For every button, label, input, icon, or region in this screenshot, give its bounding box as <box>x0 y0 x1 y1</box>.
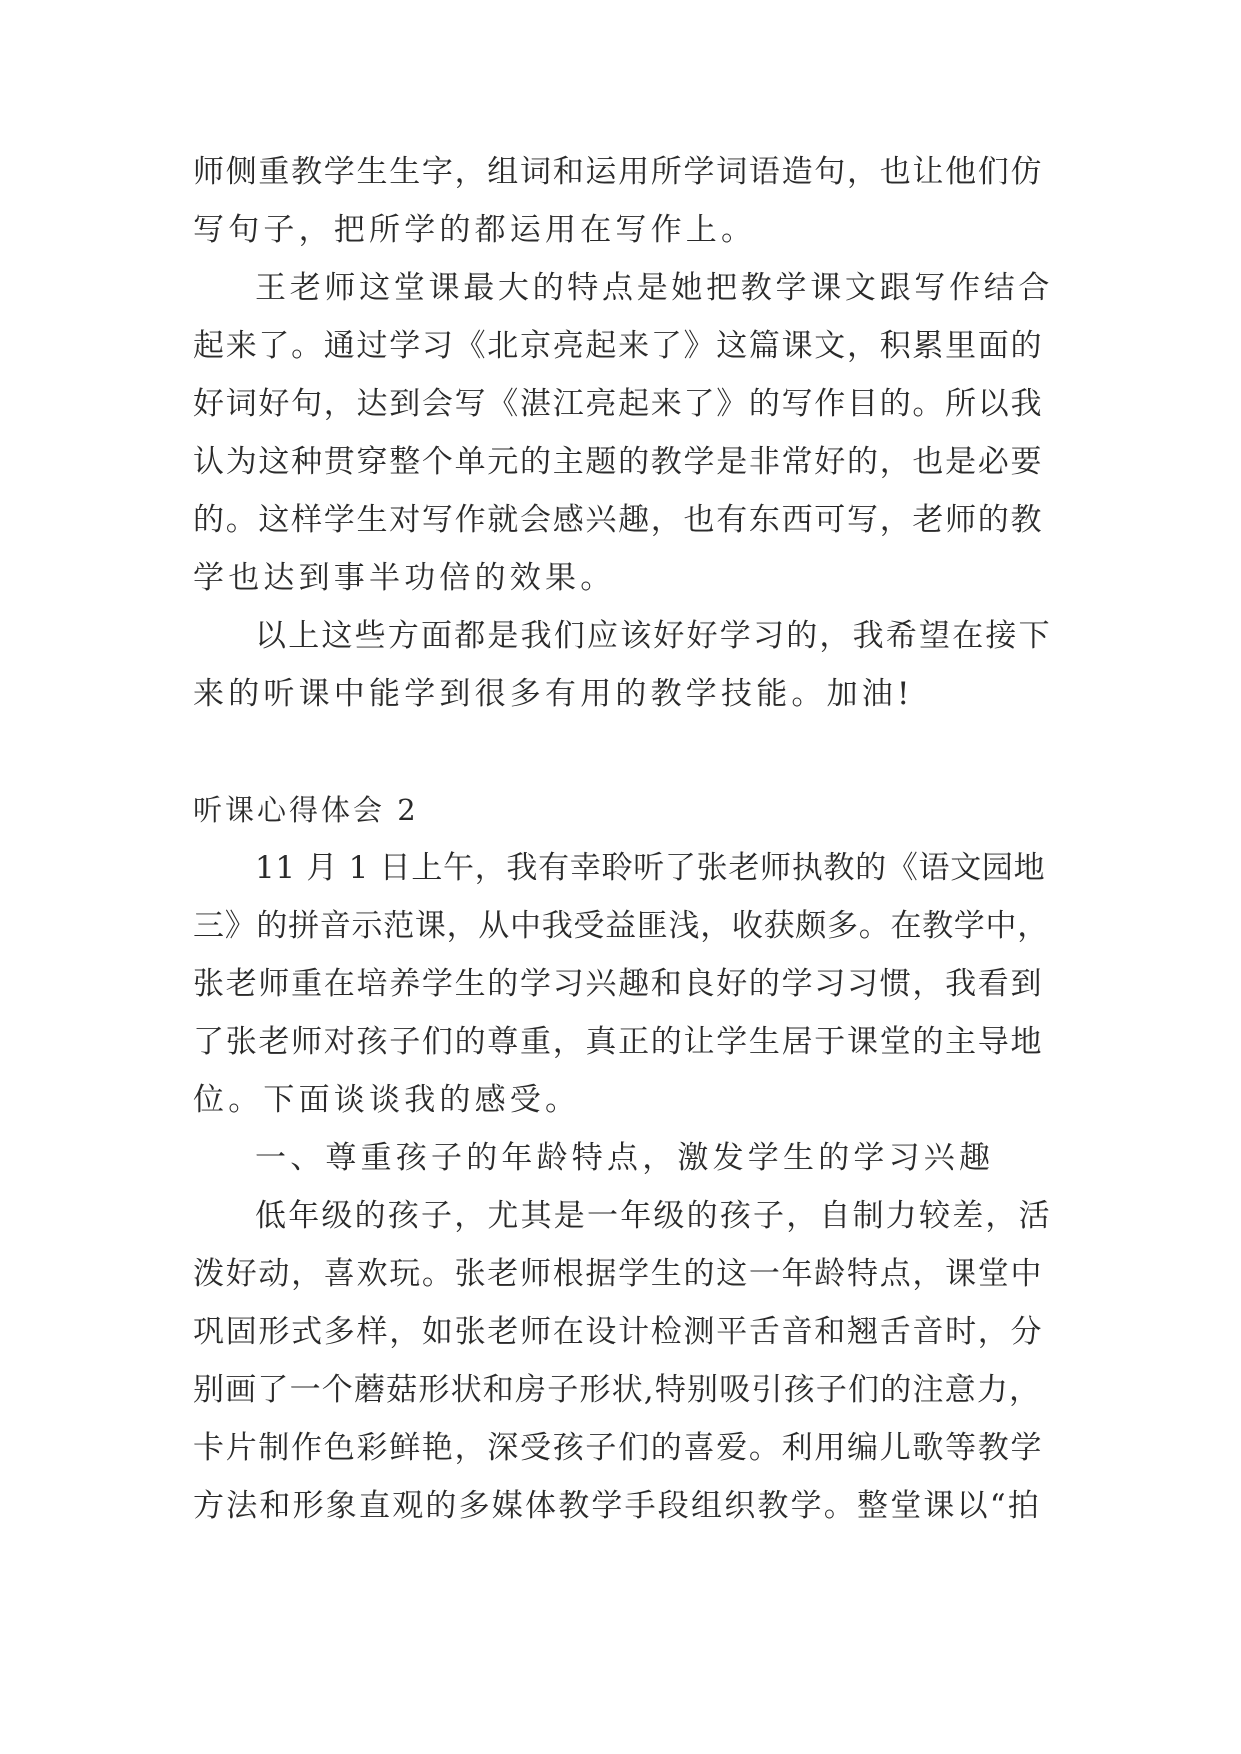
paragraph-line: 了张老师对孩子们的尊重，真正的让学生居于课堂的主导地 <box>193 1024 1044 1060</box>
paragraph-line: 张老师重在培养学生的学习兴趣和良好的学习习惯，我看到 <box>193 966 1044 1002</box>
paragraph-line: 的。这样学生对写作就会感兴趣，也有东西可写，老师的教 <box>193 502 1044 538</box>
subheading: 一、尊重孩子的年龄特点，激发学生的学习兴趣 <box>255 1140 995 1176</box>
paragraph-line: 方法和形象直观的多媒体教学手段组织教学。整堂课以“拍 <box>193 1488 1042 1524</box>
paragraph-line: 学也达到事半功倍的效果。 <box>193 560 616 596</box>
paragraph-line: 泼好动，喜欢玩。张老师根据学生的这一年龄特点，课堂中 <box>193 1256 1044 1292</box>
paragraph-line: 起来了。通过学习《北京亮起来了》这篇课文，积累里面的 <box>193 328 1044 364</box>
paragraph-line: 别画了一个蘑菇形状和房子形状,特别吸引孩子们的注意力， <box>193 1372 1042 1408</box>
paragraph-line: 好词好句，达到会写《湛江亮起来了》的写作目的。所以我 <box>193 386 1044 422</box>
paragraph-line: 师侧重教学生生字，组词和运用所学词语造句，也让他们仿 <box>193 154 1044 190</box>
paragraph-line: 低年级的孩子，尤其是一年级的孩子，自制力较差，活 <box>255 1198 1052 1234</box>
paragraph-line: 卡片制作色彩鲜艳，深受孩子们的喜爱。利用编儿歌等教学 <box>193 1430 1044 1466</box>
paragraph-line: 来的听课中能学到很多有用的教学技能。加油! <box>193 676 914 712</box>
paragraph-line: 位。下面谈谈我的感受。 <box>193 1082 581 1118</box>
paragraph-line: 11 月 1 日上午，我有幸聆听了张老师执教的《语文园地 <box>255 850 1046 886</box>
paragraph-line: 写句子，把所学的都运用在写作上。 <box>193 212 757 248</box>
paragraph-line: 认为这种贯穿整个单元的主题的教学是非常好的，也是必要 <box>193 444 1044 480</box>
paragraph-line: 三》的拼音示范课，从中我受益匪浅，收获颇多。在教学中， <box>193 908 1049 944</box>
section-heading: 听课心得体会 2 <box>193 793 419 827</box>
paragraph-line: 王老师这堂课最大的特点是她把教学课文跟写作结合 <box>255 270 1054 306</box>
paragraph-line: 以上这些方面都是我们应该好好学习的，我希望在接下 <box>255 618 1052 654</box>
paragraph-line: 巩固形式多样，如张老师在设计检测平舌音和翘舌音时，分 <box>193 1314 1044 1350</box>
